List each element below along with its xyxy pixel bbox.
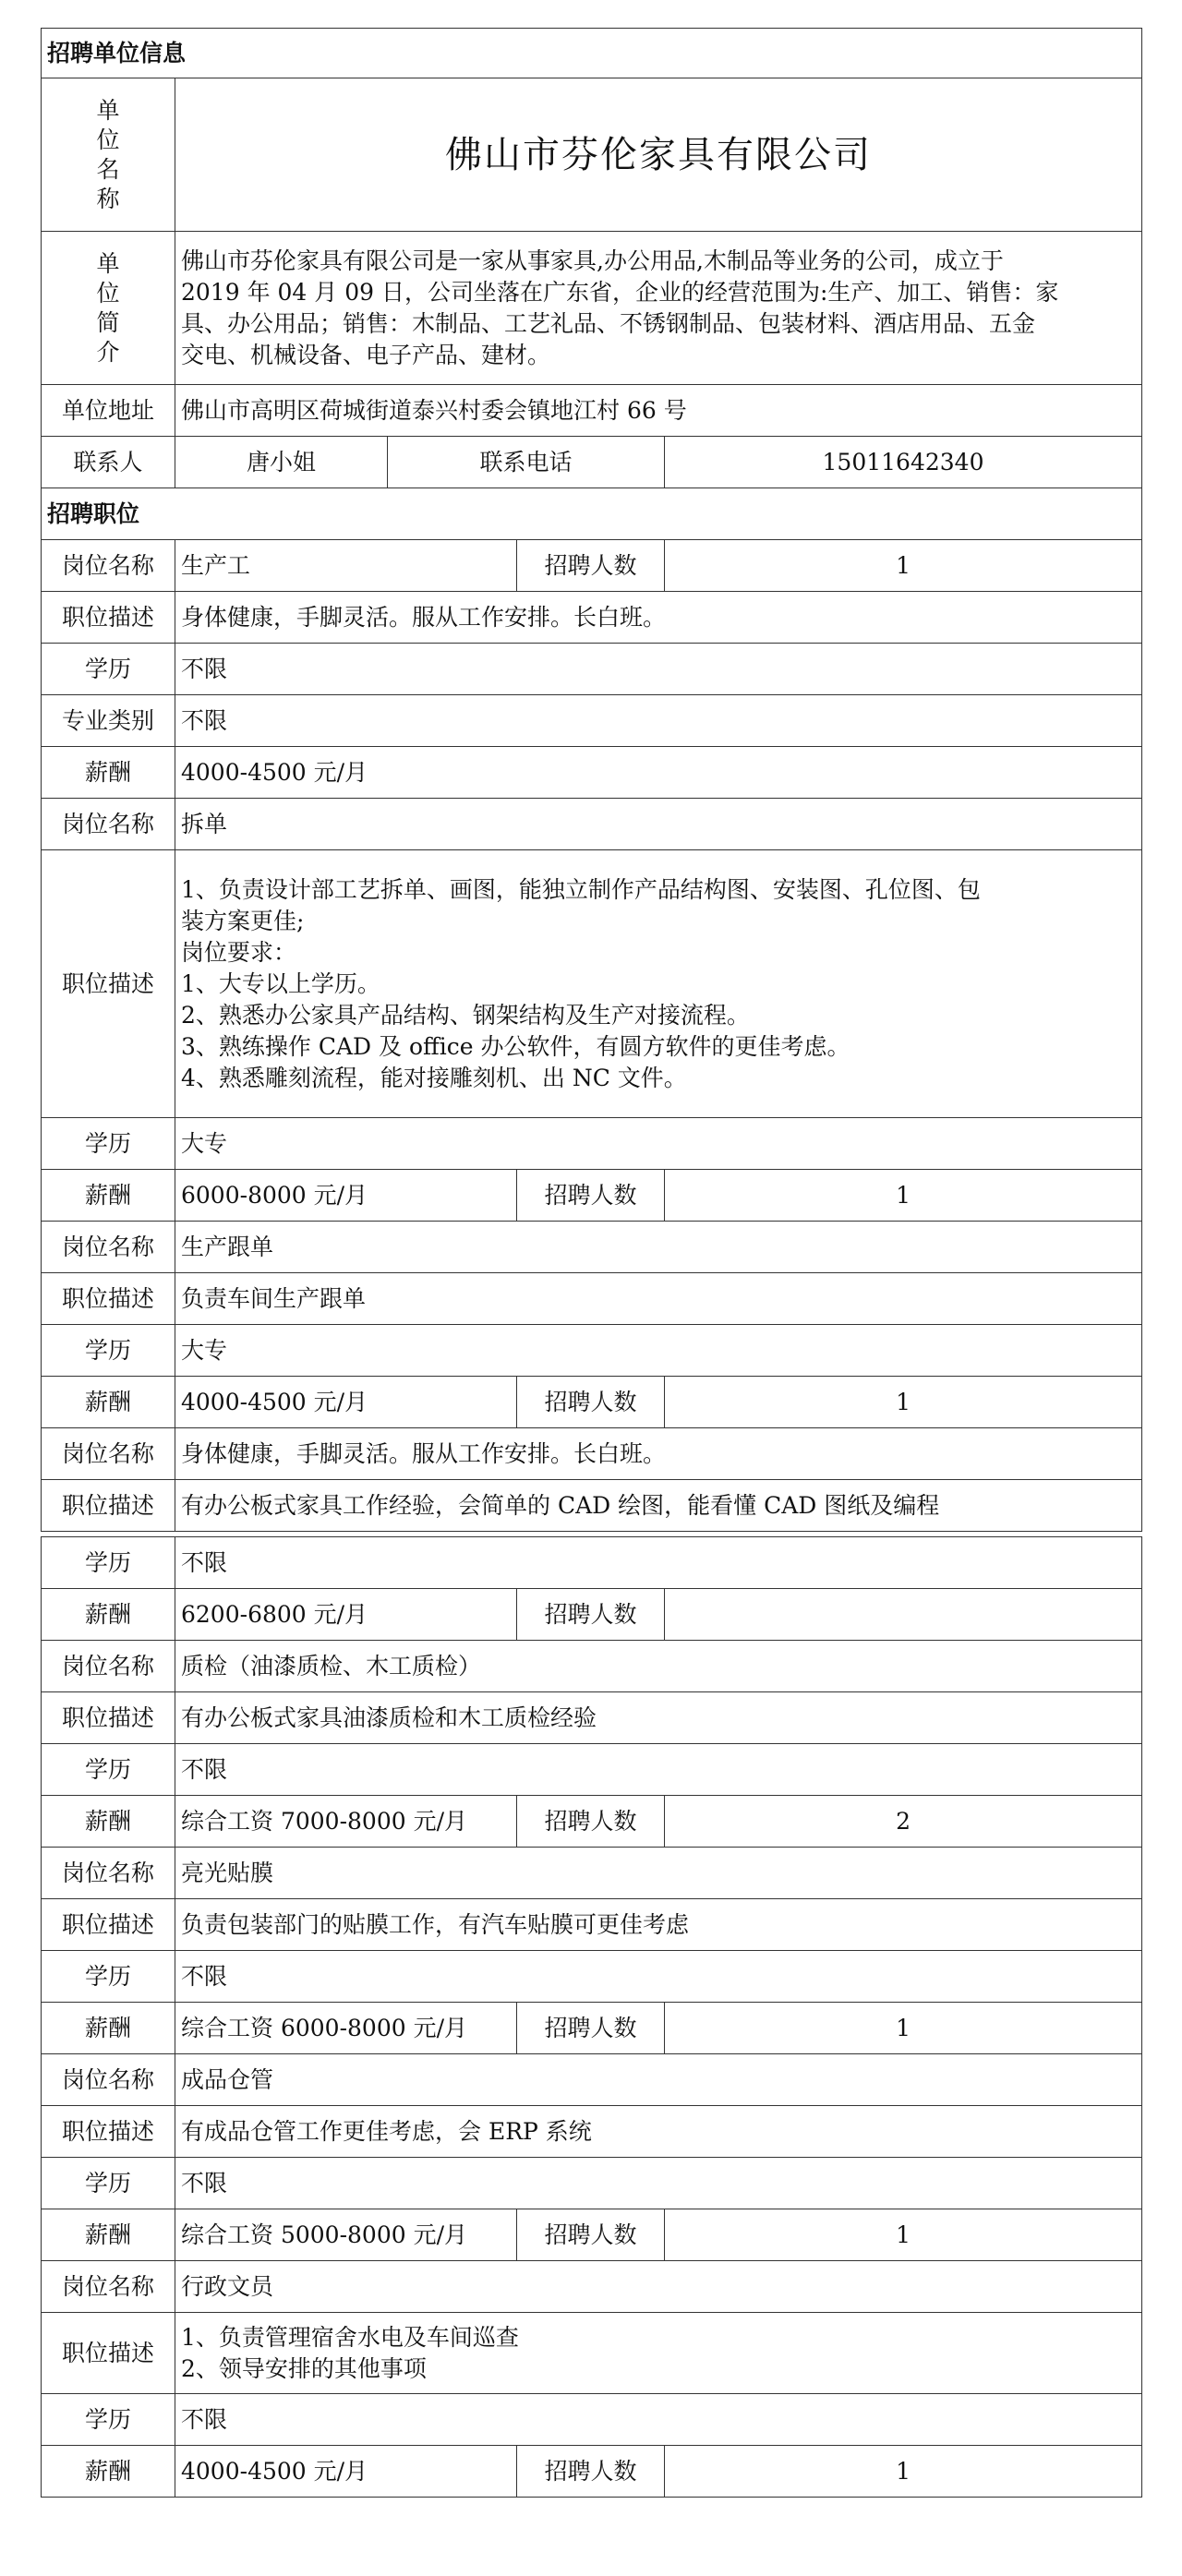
headcount-value: 1 [665, 2209, 1142, 2261]
position-label: 岗位名称 [42, 2054, 175, 2106]
education-value: 不限 [175, 2158, 1142, 2209]
section-title-jobs: 招聘职位 [42, 488, 1142, 540]
desc-label: 职位描述 [42, 1480, 175, 1532]
position-label: 岗位名称 [42, 540, 175, 592]
salary-value: 综合工资 6000-8000 元/月 [175, 2003, 517, 2054]
position-label: 岗位名称 [42, 1641, 175, 1692]
education-value: 不限 [175, 1537, 1142, 1589]
edu-label: 学历 [42, 2394, 175, 2446]
salary-value: 4000-4500 元/月 [175, 1377, 517, 1428]
position-label: 岗位名称 [42, 1428, 175, 1480]
headcount-label: 招聘人数 [517, 1377, 665, 1428]
headcount-label: 招聘人数 [517, 2209, 665, 2261]
position-name: 质检（油漆质检、木工质检） [175, 1641, 1142, 1692]
education-value: 大专 [175, 1325, 1142, 1377]
job-description: 有办公板式家具油漆质检和木工质检经验 [175, 1692, 1142, 1744]
salary-label: 薪酬 [42, 747, 175, 799]
education-value: 不限 [175, 1951, 1142, 2003]
headcount-value: 1 [665, 1170, 1142, 1222]
salary-value: 6000-8000 元/月 [175, 1170, 517, 1222]
salary-label: 薪酬 [42, 1377, 175, 1428]
position-label: 岗位名称 [42, 1222, 175, 1273]
phone-number: 15011642340 [665, 437, 1142, 488]
salary-label: 薪酬 [42, 1589, 175, 1641]
position-name: 生产工 [175, 540, 517, 592]
headcount-label: 招聘人数 [517, 2003, 665, 2054]
address-label: 单位地址 [42, 385, 175, 437]
company-name: 佛山市芬伦家具有限公司 [175, 78, 1142, 232]
headcount-value [665, 1589, 1142, 1641]
headcount-value: 2 [665, 1796, 1142, 1848]
recruitment-sheet [41, 28, 1141, 2498]
salary-value: 4000-4500 元/月 [175, 747, 1142, 799]
edu-label: 学历 [42, 2158, 175, 2209]
desc-label: 职位描述 [42, 2313, 175, 2394]
headcount-label: 招聘人数 [517, 1589, 665, 1641]
position-label: 岗位名称 [42, 1848, 175, 1899]
desc-label: 职位描述 [42, 1692, 175, 1744]
salary-label: 薪酬 [42, 2209, 175, 2261]
recruitment-table [41, 28, 1142, 2498]
position-name: 亮光贴膜 [175, 1848, 1142, 1899]
headcount-value: 1 [665, 2003, 1142, 2054]
education-value: 不限 [175, 644, 1142, 695]
edu-label: 学历 [42, 1537, 175, 1589]
headcount-label: 招聘人数 [517, 540, 665, 592]
headcount-value: 1 [665, 2446, 1142, 2498]
salary-value: 综合工资 7000-8000 元/月 [175, 1796, 517, 1848]
position-name: 行政文员 [175, 2261, 1142, 2313]
headcount-value: 1 [665, 540, 1142, 592]
phone-label: 联系电话 [388, 437, 665, 488]
salary-value: 6200-6800 元/月 [175, 1589, 517, 1641]
job-description: 1、负责管理宿舍水电及车间巡查 2、领导安排的其他事项 [175, 2313, 1142, 2394]
job-description: 有办公板式家具工作经验，会简单的 CAD 绘图，能看懂 CAD 图纸及编程 [175, 1480, 1142, 1532]
company-address: 佛山市高明区荷城街道泰兴村委会镇地江村 66 号 [175, 385, 1142, 437]
position-name: 成品仓管 [175, 2054, 1142, 2106]
desc-label: 职位描述 [42, 1899, 175, 1951]
salary-label: 薪酬 [42, 2446, 175, 2498]
major-label: 专业类别 [42, 695, 175, 747]
position-label: 岗位名称 [42, 799, 175, 850]
desc-label: 职位描述 [42, 2106, 175, 2158]
position-name: 生产跟单 [175, 1222, 1142, 1273]
salary-value: 4000-4500 元/月 [175, 2446, 517, 2498]
salary-label: 薪酬 [42, 1796, 175, 1848]
salary-label: 薪酬 [42, 1170, 175, 1222]
headcount-label: 招聘人数 [517, 1170, 665, 1222]
job-description: 身体健康，手脚灵活。服从工作安排。长白班。 [175, 592, 1142, 644]
position-name: 身体健康，手脚灵活。服从工作安排。长白班。 [175, 1428, 1142, 1480]
job-description: 负责车间生产跟单 [175, 1273, 1142, 1325]
job-description: 有成品仓管工作更佳考虑，会 ERP 系统 [175, 2106, 1142, 2158]
desc-label: 职位描述 [42, 850, 175, 1118]
job-description: 1、负责设计部工艺拆单、画图，能独立制作产品结构图、安装图、孔位图、包 装方案更佳; 岗位要求： 1、大专以上学历。 2、熟悉办公家具产品结构、钢架结构及生产对接流程。 3、熟练操作 CAD 及 office 办公软件，有圆方软件的更佳考虑。 4、熟悉雕刻流程，能对接雕刻机、出 NC 文件。 [175, 850, 1142, 1118]
edu-label: 学历 [42, 1325, 175, 1377]
headcount-label: 招聘人数 [517, 1796, 665, 1848]
salary-value: 综合工资 5000-8000 元/月 [175, 2209, 517, 2261]
desc-label: 职位描述 [42, 1273, 175, 1325]
education-value: 大专 [175, 1118, 1142, 1170]
contact-label: 联系人 [42, 437, 175, 488]
major-value: 不限 [175, 695, 1142, 747]
position-label: 岗位名称 [42, 2261, 175, 2313]
education-value: 不限 [175, 1744, 1142, 1796]
headcount-value: 1 [665, 1377, 1142, 1428]
edu-label: 学历 [42, 1951, 175, 2003]
desc-label: 职位描述 [42, 592, 175, 644]
position-name: 拆单 [175, 799, 1142, 850]
section-title-company: 招聘单位信息 [42, 29, 1142, 78]
job-row [42, 540, 1142, 592]
contact-name: 唐小姐 [175, 437, 388, 488]
company-name-label: 单 位 名 称 [42, 78, 175, 232]
salary-label: 薪酬 [42, 2003, 175, 2054]
job-description: 负责包装部门的贴膜工作，有汽车贴膜可更佳考虑 [175, 1899, 1142, 1951]
education-value: 不限 [175, 2394, 1142, 2446]
edu-label: 学历 [42, 1118, 175, 1170]
company-intro-label: 单 位 简 介 [42, 232, 175, 385]
company-intro: 佛山市芬伦家具有限公司是一家从事家具,办公用品,木制品等业务的公司，成立于 2019 年 04 月 09 日，公司坐落在广东省，企业的经营范围为:生产、加工、销售：家 具、办公用品；销售：木制品、工艺礼品、不锈钢制品、包装材料、酒店用品、五金 交电、机械设备、电子产品、建材。 [175, 232, 1142, 385]
edu-label: 学历 [42, 644, 175, 695]
edu-label: 学历 [42, 1744, 175, 1796]
headcount-label: 招聘人数 [517, 2446, 665, 2498]
